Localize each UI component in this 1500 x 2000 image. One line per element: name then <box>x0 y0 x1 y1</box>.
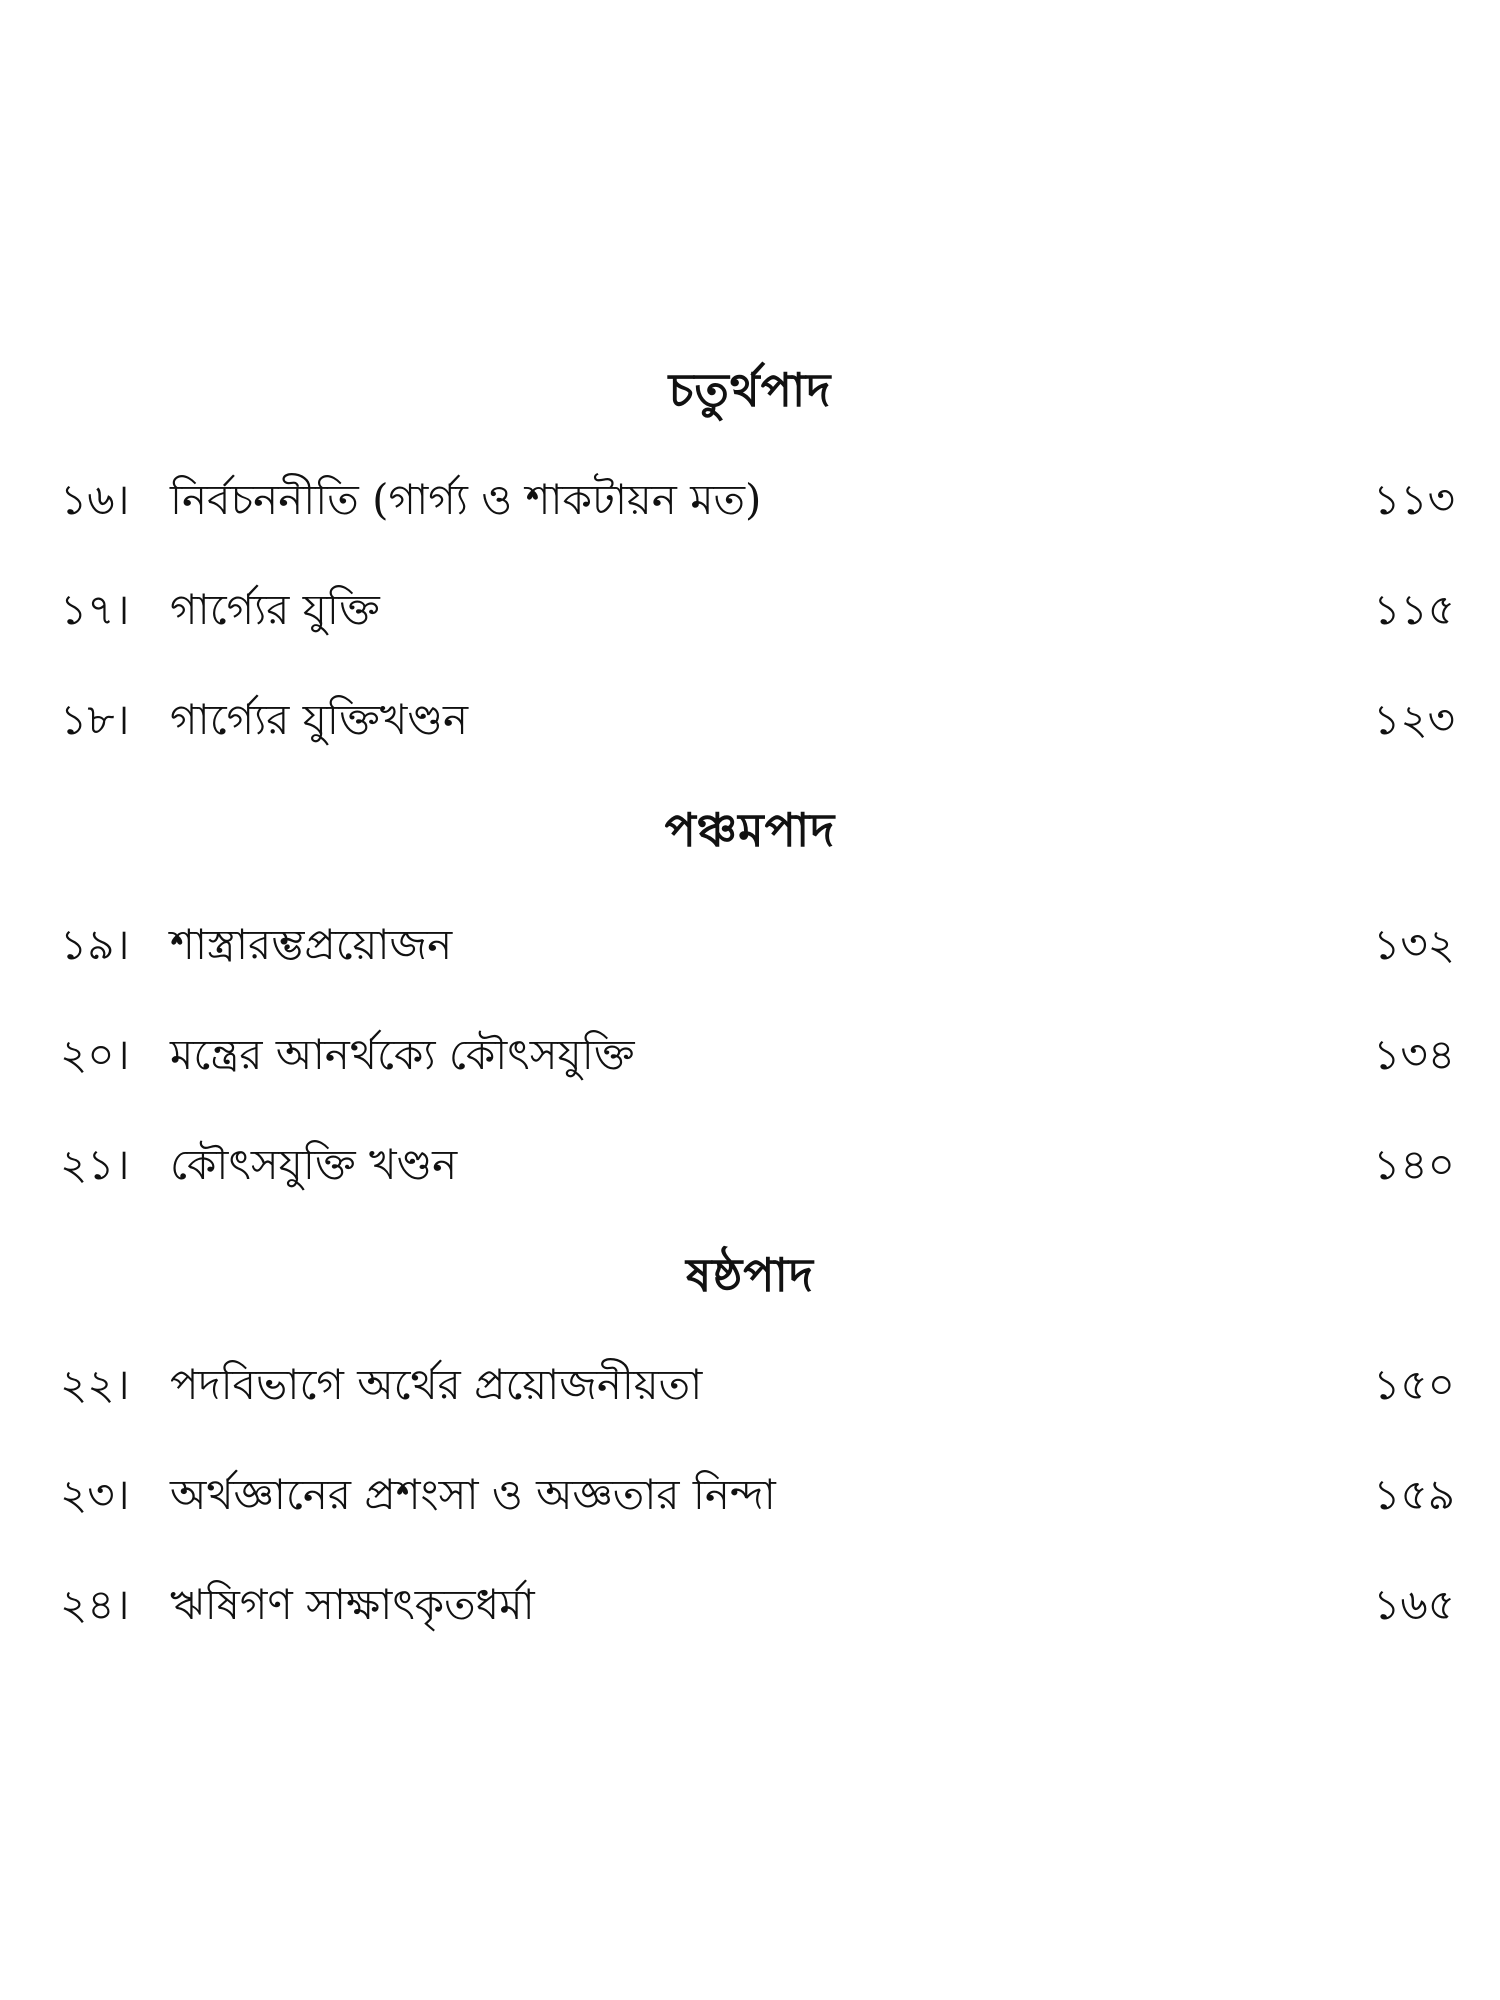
entry-page-number: ১২৩ <box>1373 695 1455 744</box>
entry-number: ১৮। <box>60 695 130 744</box>
entry-title: গার্গ্যের যুক্তি <box>170 585 380 634</box>
entry-title: শাস্ত্রারম্ভপ্রয়োজন <box>170 920 453 969</box>
toc-entry <box>60 470 1455 530</box>
entry-page-number: ১৩২ <box>1373 920 1455 969</box>
entry-number: ১৬। <box>60 475 130 524</box>
toc-entry <box>60 1465 1455 1525</box>
entry-title: অর্থজ্ঞানের প্রশংসা ও অজ্ঞতার নিন্দা <box>170 1470 776 1519</box>
section-heading-panchamapada: পঞ্চমপাদ <box>664 803 836 857</box>
entry-page-number: ১৩৪ <box>1373 1030 1455 1079</box>
entry-number: ২২। <box>60 1360 130 1409</box>
entry-number: ১৯। <box>60 920 130 969</box>
toc-entry <box>60 1575 1455 1635</box>
entry-number: ২৪। <box>60 1580 130 1629</box>
toc-entry <box>60 690 1455 750</box>
section-heading-chaturthapada: চতুর্থপাদ <box>668 363 832 417</box>
entry-title: গার্গ্যের যুক্তিখণ্ডন <box>170 695 469 744</box>
toc-entry <box>60 1025 1455 1085</box>
entry-page-number: ১১৩ <box>1373 475 1455 524</box>
toc-entry <box>60 1355 1455 1415</box>
entry-number: ২০। <box>60 1030 130 1079</box>
toc-entry <box>60 915 1455 975</box>
toc-entry <box>60 580 1455 640</box>
entry-title: ঋষিগণ সাক্ষাৎকৃতধর্মা <box>170 1580 535 1629</box>
entry-page-number: ১৬৫ <box>1373 1580 1455 1629</box>
entry-title: কৌৎসযুক্তি খণ্ডন <box>170 1140 458 1189</box>
entry-number: ২৩। <box>60 1470 130 1519</box>
entry-page-number: ১৪০ <box>1373 1140 1455 1189</box>
entry-number: ২১। <box>60 1140 130 1189</box>
entry-page-number: ১১৫ <box>1373 585 1455 634</box>
entry-title: পদবিভাগে অর্থের প্রয়োজনীয়তা <box>170 1360 703 1409</box>
entry-title: মন্ত্রের আনর্থক্যে কৌৎসযুক্তি <box>170 1030 635 1079</box>
section-heading-shashthapada: ষষ্ঠপাদ <box>685 1248 815 1302</box>
entry-page-number: ১৫৯ <box>1373 1470 1455 1519</box>
entry-title: নির্বচননীতি (গার্গ্য ও শাকটায়ন মত) <box>170 475 762 524</box>
entry-page-number: ১৫০ <box>1373 1360 1455 1409</box>
entry-number: ১৭। <box>60 585 130 634</box>
toc-entry <box>60 1135 1455 1195</box>
